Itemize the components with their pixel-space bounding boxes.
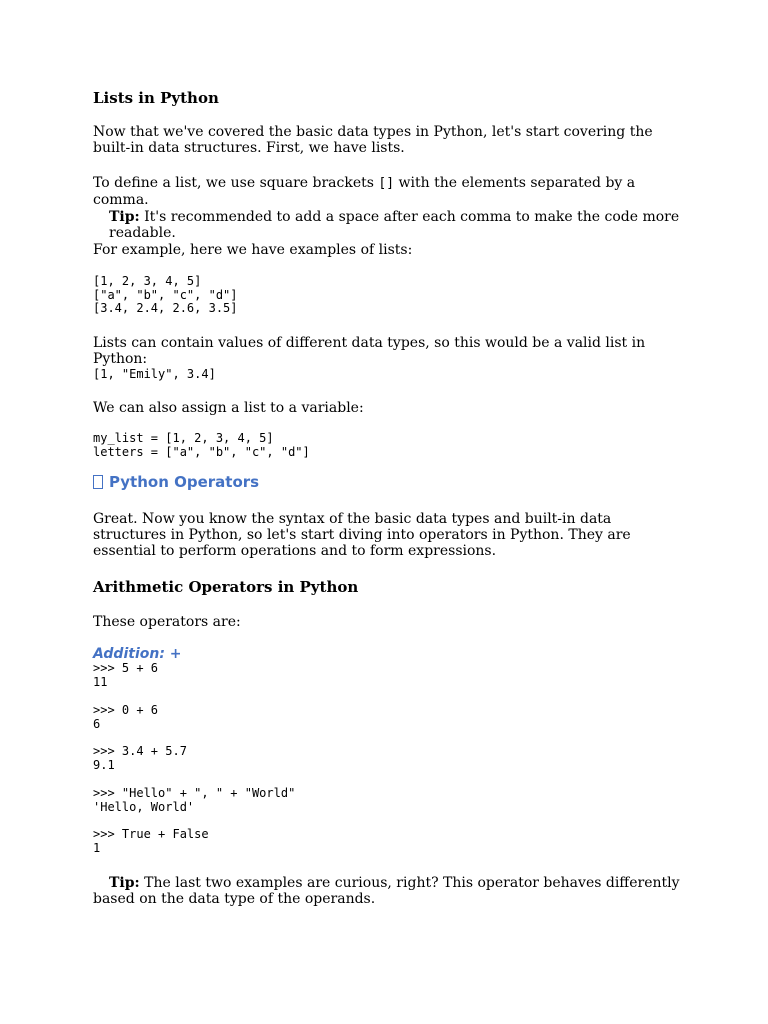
tip-paragraph — [93, 209, 683, 241]
assign-intro-paragraph: We can also assign a list to a variable: — [93, 400, 364, 416]
addition-example-3: >>> 3.4 + 5.7 9.1 — [93, 744, 187, 772]
addition-heading: Addition: + — [93, 646, 182, 662]
list-examples-code-block: [1, 2, 3, 4, 5] ["a", "b", "c", "d"] [3.4, 2.4, 2.6, 3.5] — [93, 274, 238, 316]
addition-example-1: >>> 5 + 6 11 — [93, 661, 159, 689]
addition-example-2: >>> 0 + 6 6 — [93, 703, 159, 731]
example-intro-paragraph: For example, here we have examples of lists: — [93, 242, 413, 258]
addition-tip-text: The last two examples are curious, right? This operator behaves differently based on the data type of the operands. — [93, 875, 680, 907]
python-operators-heading — [93, 473, 259, 491]
python-operators-title: Python Operators — [109, 473, 260, 491]
tip-text: It's recommended to add a space after each comma to make the code more readable. — [109, 209, 680, 241]
operators-list-intro: These operators are: — [93, 614, 241, 630]
addition-tip-label: Tip: — [109, 875, 140, 891]
assign-code-block: my_list = [1, 2, 3, 4, 5] letters = ["a", "b", "c", "d"] — [93, 431, 310, 459]
define-list-paragraph — [93, 175, 683, 208]
tip-label: Tip: — [109, 209, 140, 225]
addition-tip-paragraph — [93, 875, 683, 907]
lists-intro-paragraph: Now that we've covered the basic data types in Python, let's start covering the built-in data structures. First, we have lists. — [93, 124, 653, 156]
arithmetic-heading: Arithmetic Operators in Python — [93, 578, 359, 596]
mixed-types-paragraph: Lists can contain values of different data types, so this would be a valid list in Python: — [93, 335, 646, 367]
addition-example-4: >>> "Hello" + ", " + "World" 'Hello, World' — [93, 786, 296, 814]
mixed-list-code-block: [1, "Emily", 3.4] — [93, 367, 216, 381]
addition-example-5: >>> True + False 1 — [93, 827, 209, 855]
define-text-after: with the elements separated by a comma. — [93, 175, 636, 208]
link-anchor-icon — [93, 475, 103, 489]
define-text-before: To define a list, we use square brackets — [93, 175, 379, 191]
operators-intro-paragraph: Great. Now you know the syntax of the basic data types and built-in data structures in Python, so let's start diving into operators in Python. They are essential to perform operations and to form expressions. — [93, 511, 631, 559]
lists-heading: Lists in Python — [93, 89, 219, 107]
square-brackets-code: [] — [378, 176, 395, 191]
